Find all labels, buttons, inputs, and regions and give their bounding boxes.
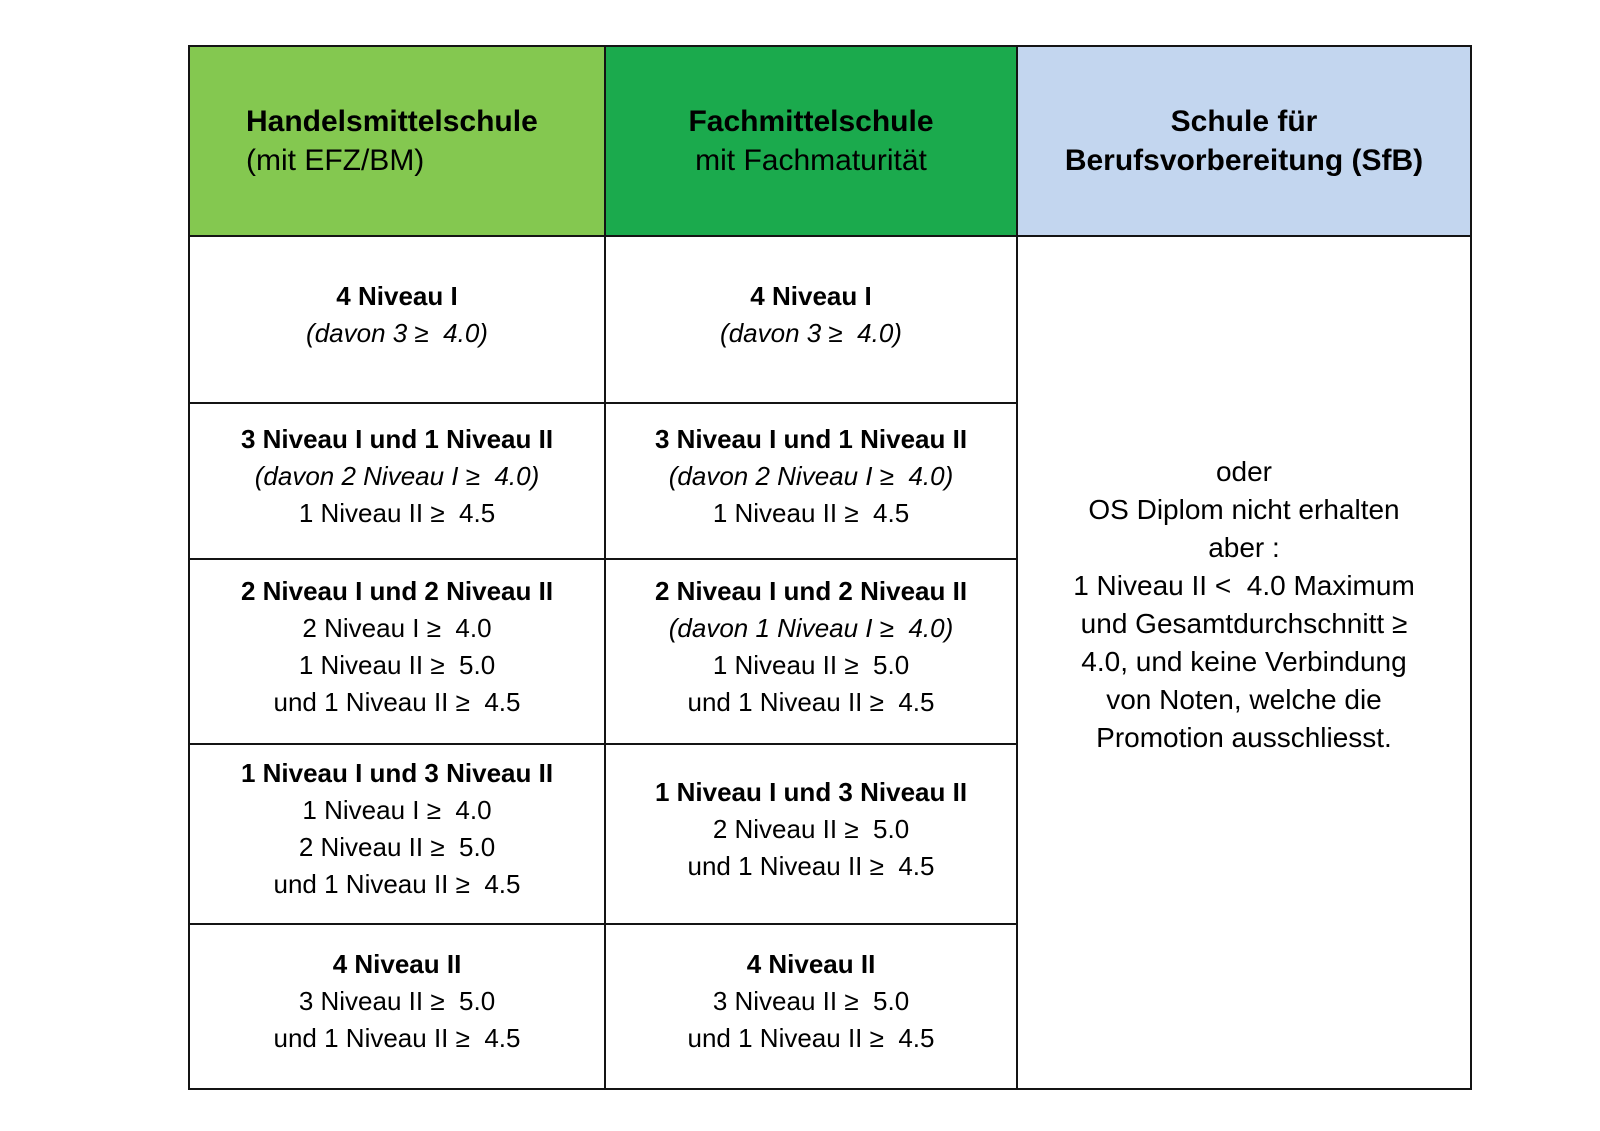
cell-fms-row1 — [606, 237, 1018, 404]
criteria-line: 4 Niveau II — [746, 949, 876, 979]
column-header-handelsmittelschule — [190, 47, 606, 237]
cell-hms-row3 — [190, 560, 606, 745]
criteria-line: und 1 Niveau II ≥ 4.5 — [273, 869, 521, 899]
cell-fms-row4 — [606, 745, 1018, 925]
criteria-line: 1 Niveau I ≥ 4.0 — [302, 795, 492, 825]
cell-hms-row4 — [190, 745, 606, 925]
criteria-line: 1 Niveau I und 3 Niveau II — [240, 758, 554, 788]
criteria-line: (davon 3 ≥ 4.0) — [720, 317, 902, 348]
cell-hms-row5 — [190, 925, 606, 1088]
criteria-line: (davon 1 Niveau I ≥ 4.0) — [668, 612, 954, 643]
header-title: Schule für — [1170, 105, 1318, 138]
criteria-line: und 1 Niveau II ≥ 4.5 — [273, 1023, 521, 1053]
note-line: und Gesamtdurchschnitt ≥ — [1080, 608, 1408, 639]
criteria-line: 2 Niveau I und 2 Niveau II — [240, 575, 554, 606]
cell-hms-row1 — [190, 237, 606, 404]
criteria-line: und 1 Niveau II ≥ 4.5 — [687, 1023, 935, 1053]
criteria-line: 1 Niveau II ≥ 5.0 — [712, 649, 910, 680]
criteria-line: 3 Niveau II ≥ 5.0 — [712, 986, 910, 1016]
cell-fms-row2 — [606, 404, 1018, 560]
criteria-line: 1 Niveau II ≥ 5.0 — [298, 649, 496, 680]
criteria-line: 3 Niveau I und 1 Niveau II — [240, 423, 554, 454]
criteria-line: 1 Niveau II ≥ 4.5 — [712, 497, 910, 528]
note-line: von Noten, welche die — [1106, 684, 1382, 715]
header-subtitle: (mit EFZ/BM) — [246, 144, 425, 177]
note-line: 1 Niveau II < 4.0 Maximum — [1073, 570, 1415, 601]
header-subtitle: mit Fachmaturität — [695, 144, 927, 177]
criteria-line: 2 Niveau II ≥ 5.0 — [298, 832, 496, 862]
header-title: Handelsmittelschule — [246, 105, 538, 138]
criteria-line: (davon 2 Niveau I ≥ 4.0) — [668, 460, 954, 491]
header-title: Fachmittelschule — [688, 105, 934, 138]
cell-hms-row2 — [190, 404, 606, 560]
criteria-line: 2 Niveau I ≥ 4.0 — [302, 612, 492, 643]
column-header-fachmittelschule — [606, 47, 1018, 237]
cell-fms-row5 — [606, 925, 1018, 1088]
column-header-schule-fuer-berufsvorbereitung — [1018, 47, 1470, 237]
criteria-line: 2 Niveau I und 2 Niveau II — [654, 575, 968, 606]
criteria-line: 4 Niveau II — [332, 949, 462, 979]
cell-sfb-note — [1018, 237, 1470, 1088]
note-line: OS Diplom nicht erhalten — [1088, 494, 1400, 525]
criteria-line: und 1 Niveau II ≥ 4.5 — [273, 686, 521, 717]
criteria-line: und 1 Niveau II ≥ 4.5 — [687, 686, 935, 717]
note-line: 4.0, und keine Verbindung — [1081, 646, 1407, 677]
criteria-line: und 1 Niveau II ≥ 4.5 — [687, 850, 935, 881]
note-line: aber : — [1208, 532, 1280, 563]
criteria-line: 2 Niveau II ≥ 5.0 — [712, 813, 910, 844]
note-line: oder — [1215, 456, 1273, 487]
criteria-line: (davon 3 ≥ 4.0) — [306, 317, 488, 348]
cell-fms-row3 — [606, 560, 1018, 745]
criteria-line: 4 Niveau I — [750, 280, 872, 311]
criteria-line: 1 Niveau II ≥ 4.5 — [298, 497, 496, 528]
header-title: Berufsvorbereitung (SfB) — [1064, 144, 1424, 177]
promotion-criteria-table — [188, 45, 1472, 1090]
criteria-line: 1 Niveau I und 3 Niveau II — [654, 776, 968, 807]
criteria-line: 3 Niveau II ≥ 5.0 — [298, 986, 496, 1016]
criteria-line: 4 Niveau I — [336, 280, 458, 311]
criteria-line: (davon 2 Niveau I ≥ 4.0) — [254, 460, 540, 491]
criteria-line: 3 Niveau I und 1 Niveau II — [654, 423, 968, 454]
note-line: Promotion ausschliesst. — [1096, 722, 1392, 753]
